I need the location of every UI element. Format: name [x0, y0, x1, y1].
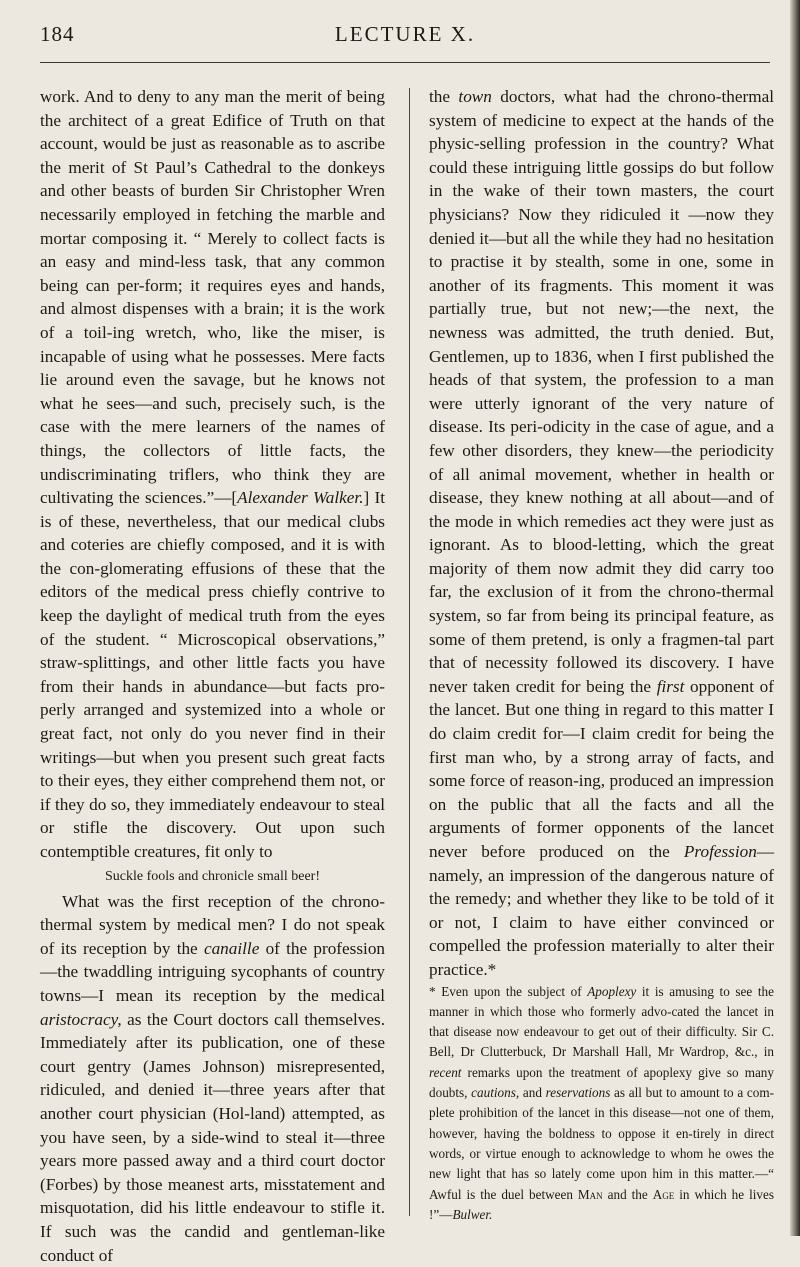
left-column [40, 85, 385, 1267]
right-column [429, 85, 774, 1225]
paragraph: the town doctors, what had the chrono-thermal system of medicine to expect at the hands of the physic-selling profession in the country? What could these intriguing little gossips do but follow in the wake of their town masters, the court physicians? Now they ridiculed it —now they denied it—but all the while they had no hesitation to practise it by stealth, some in one, some in another of its fragments. This moment it was partially true, but not new;—the next, the newness was admitted, the truth denied. But, Gentlemen, up to 1836, when I first published the heads of that system, the profession to a man were utterly ignorant of the very nature of disease. Its peri-odicity in the case of ague, and a few other disorders, they knew—the periodicity of all animal movement, whether in health or disease, they knew nothing at all about—and of the mode in which remedies act they were just as ignorant. As to blood-letting, which the great majority of them now admit they did carry too far, the exclusion of it from the chrono-thermal system, so far from being its principal feature, as some of them pretend, is only a fragmen-tal part that of necessity followed its discovery. I have never taken credit for being the first opponent of the lancet. But one thing in regard to this matter I do claim credit for—I claim credit for being the first man who, by a strong array of facts, and some force of reason-ing, produced an impression on the public that all the facts and all the arguments of former opponents of the lancet never before produced on the Profession—namely, an impression of the dangerous nature of the remedy; and whether they like to be told of it or not, I claim to have either convinced or compelled the profession materially to alter their practice.* [429, 87, 774, 979]
page-header [40, 22, 770, 62]
verse-quote: Suckle fools and chronicle small beer! [105, 868, 320, 884]
footnote: * Even upon the subject of Apoplexy it is amusing to see the manner in which those who formerly advo-cated the lancet in that disease now endeavour to get out of their difficulty. Sir C. Bell, Dr Clutterbuck, Dr Marshall Hall, Mr Wardrop, &c., in recent remarks upon the treatment of apoplexy give so many doubts, cautions, and reservations as all but to amount to a com-plete prohibition of the lancet in this disease—not one of them, however, having the boldness to oppose it en-tirely in direct words, or virtue enough to acknowledge to whom he owes the new light that has so lately come upon him in this matter.—“ Awful is the duel between Man and the Age in which he lives !”—Bulwer. [429, 983, 775, 1222]
column-divider [409, 88, 410, 1216]
paragraph: What was the first reception of the chrono-thermal system by medical men? I do not speak of its reception by the canaille of the profession—the twaddling intriguing sycophants of country towns—I mean its reception by the medical aristocracy, as the Court doctors call themselves. Immediately after its publication, one of these court gentry (James Johnson) misrepresented, ridiculed, and denied it—three years after that another court physician (Hol-land) attempted, as you have seen, by a side-wind to steal it—three years more passed away and a third court doctor (Forbes) by those meanest arts, misstatement and misquotation, did his little endeavour to stifle it. If such was the candid and gentleman-like conduct of [40, 891, 386, 1265]
page-edge-shadow [790, 0, 800, 1236]
paragraph: work. And to deny to any man the merit of being the architect of a great Edifice of Truth on that account, would be just as reasonable as to ascribe the merit of St Paul’s Cathedral to the donkeys and other beasts of burden Sir Christopher Wren necessarily employed in fetching the marble and mortar composing it. “ Merely to collect facts is an easy and mind-less task, that any common being can per-form; it requires eyes and hands, and almost dispenses with a brain; it is the work of a toil-ing wretch, who, like the miser, is incapable of using what he possesses. Mere facts lie around even the savage, but he knows not what he sees—and such, precisely such, is the case with the mere learners of the names of things, the collectors of little facts, the undiscriminating triflers, who think they are cultivating the sciences.”—[Alexander Walker.] It is of these, nevertheless, that our medical clubs and coteries are chiefly composed, and it is with the con-glomerating effusions of these that the editors of the medical press chiefly contrive to keep the daylight of medical truth from the eyes of the student. “ Microscopical observations,” straw-splittings, and other little facts you have from their hands in abundance—but facts pro-perly arranged and systemized into a whole or great fact, not only do you never find in their writings—but when you present such great facts to their eyes, they either comprehend them not, or if they do so, they immediately endeavour to steal or stifle the discovery. Out upon such contemptible creatures, fit only to [40, 87, 385, 861]
running-head: LECTURE X. [334, 22, 476, 46]
page-number: 184 [40, 22, 75, 46]
header-rule [40, 62, 770, 63]
citation: Alexander Walker. [237, 488, 364, 508]
